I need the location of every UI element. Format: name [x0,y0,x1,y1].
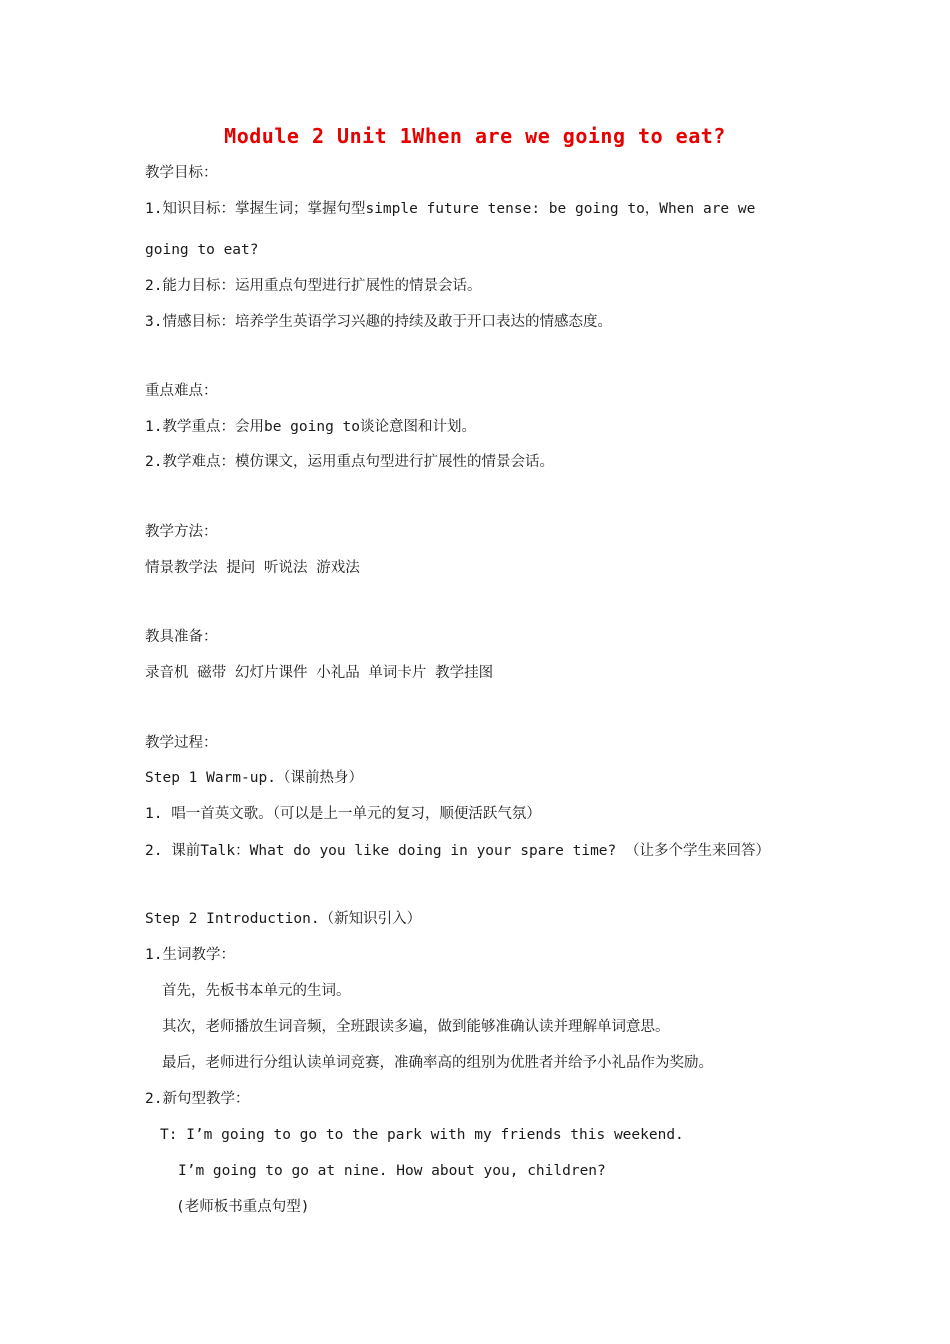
goals-item-1: 1.知识目标：掌握生词；掌握句型simple future tense: be going to，When are we [145,201,756,217]
methods-heading: 教学方法： [145,524,218,540]
step2-item-2: 2.新句型教学： [145,1091,250,1107]
step1-item-2: 2. 课前Talk：What do you like doing in your spare time? （让多个学生来回答） [145,843,770,859]
key-heading: 重点难点： [145,383,218,399]
tools-text: 录音机 磁带 幻灯片课件 小礼品 单词卡片 教学挂图 [145,665,494,681]
goals-item-1-cont: going to eat? [145,242,259,258]
step2-item-1-first: 首先，先板书本单元的生词。 [162,983,351,999]
key-item-2: 2.教学难点：模仿课文，运用重点句型进行扩展性的情景会话。 [145,454,554,470]
step1-heading: Step 1 Warm-up.（课前热身） [145,770,363,786]
methods-text: 情景教学法 提问 听说法 游戏法 [145,560,360,576]
goals-item-2: 2.能力目标：运用重点句型进行扩展性的情景会话。 [145,278,482,294]
process-heading: 教学过程： [145,735,218,751]
tools-heading: 教具准备： [145,629,218,645]
board-note: (老师板书重点句型) [176,1199,310,1215]
teacher-line-1: T: I’m going to go to the park with my friends this weekend. [160,1127,684,1143]
step2-item-1-last: 最后，老师进行分组认读单词竞赛，准确率高的组别为优胜者并给予小礼品作为奖励。 [162,1055,713,1071]
step2-heading: Step 2 Introduction.（新知识引入） [145,911,422,927]
goals-heading: 教学目标： [145,165,218,181]
teacher-line-2: I’m going to go at nine. How about you, children? [178,1163,606,1179]
step2-item-1: 1.生词教学： [145,947,235,963]
goals-item-3: 3.情感目标：培养学生英语学习兴趣的持续及敢于开口表达的情感态度。 [145,314,612,330]
step2-item-1-second: 其次，老师播放生词音频，全班跟读多遍，做到能够准确认读并理解单词意思。 [162,1019,670,1035]
key-item-1: 1.教学重点：会用be going to谈论意图和计划。 [145,419,476,435]
step1-item-1: 1. 唱一首英文歌。（可以是上一单元的复习，顺便活跃气氛） [145,806,541,822]
page-title: Module 2 Unit 1When are we going to eat? [224,124,726,148]
